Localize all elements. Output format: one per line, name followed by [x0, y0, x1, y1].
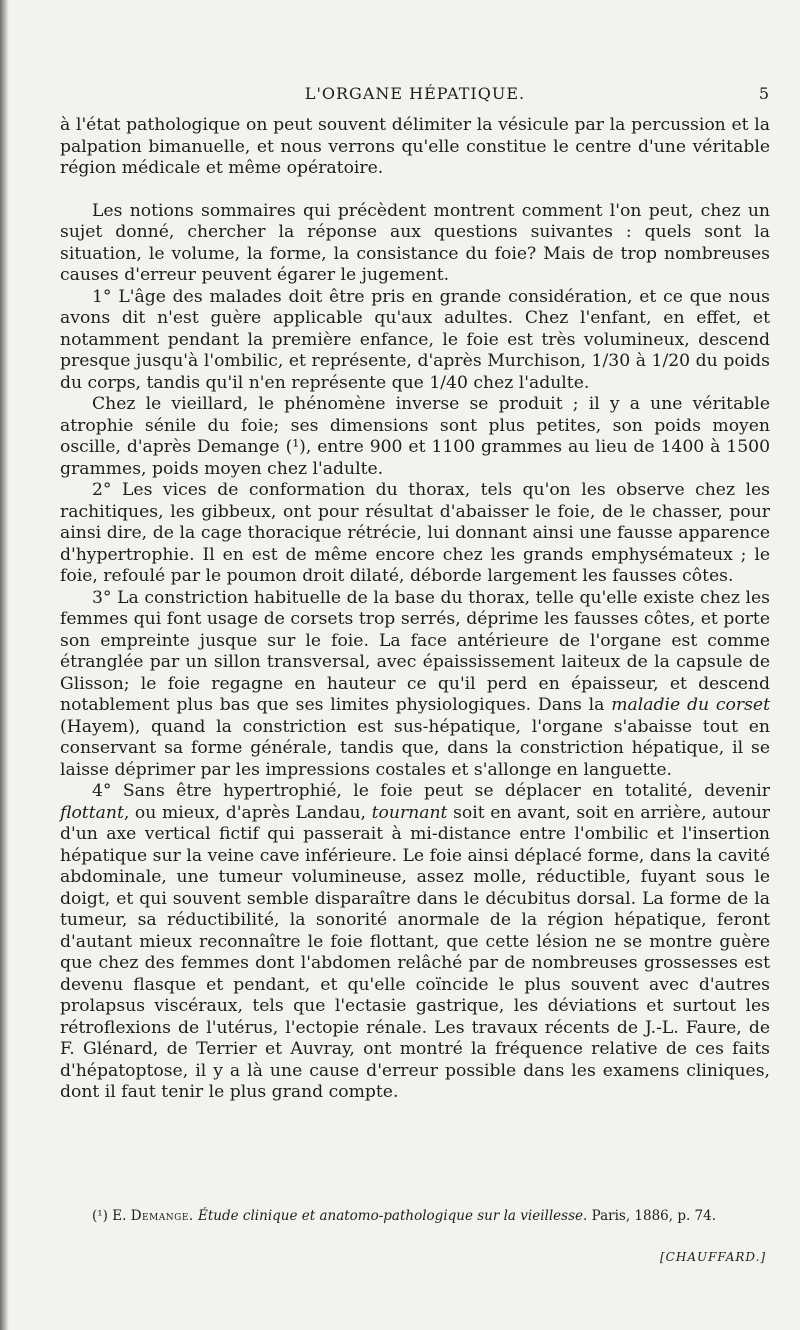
footnote-title: Étude clinique et anatomo-pathologique sur la vieillesse. [193, 1208, 588, 1224]
footnote [92, 1207, 772, 1225]
running-head [60, 84, 770, 106]
footnote-marker: (¹) E. [92, 1208, 131, 1224]
paragraph-continuation: à l'état pathologique on peut souvent délimiter la vésicule par la percussion et la palpation bimanuelle, et nous verrons qu'elle constitue le centre d'une véritable région médicale et même opératoire. [60, 115, 770, 178]
flottant-text-a: 4° Sans être hypertrophié, le foie peut se déplacer en totalité, devenir [92, 781, 770, 801]
signature-mark: [CHAUFFARD.] [660, 1250, 767, 1264]
paragraph-age: 1° L'âge des malades doit être pris en grande considération, et ce que nous avons dit n'est guère applicable qu'aux adultes. Chez l'enfant, en effet, et notamment pendant la première enfance, le foie est très volumineux, descend presque jusqu'à l'ombilic, et représente, d'après Murchison, 1/30 à 1/20 du poids du corps, tandis qu'il n'en représente que 1/40 chez l'adulte. [60, 286, 770, 393]
corset-text-b: (Hayem), quand la constriction est sus-hépatique, l'organe s'abaisse tout en conservant sa forme générale, tandis que, dans la constriction hépatique, il se laisse déprimer par les impressions costales et s'allonge en languette. [60, 716, 770, 780]
paragraph-foie-flottant [60, 781, 770, 1104]
footnote-author: Demange. [130, 1208, 194, 1224]
corset-text-a: 3° La constriction habituelle de la base du thorax, telle qu'elle existe chez les femmes qui font usage de corsets trop serrés, déprime les fausses côtes, et porte son empreinte jusque sur le foie. La face antérieure de l'organe est comme étranglée par un sillon transversal, avec épaississement laiteux de la capsule de Glisson; le foie regagne en hauteur ce qu'il perd en épaisseur, et descend notablement plus bas que ses limites physiologiques. Dans la [60, 587, 770, 715]
body-text [60, 115, 770, 1104]
page-binding-edge [0, 0, 9, 1330]
tournant-italic: tournant [371, 802, 448, 823]
corset-italic: maladie du corset [611, 695, 770, 715]
flottant-text-b: , ou mieux, d'après Landau, [123, 802, 372, 823]
paragraph-thorax: 2° Les vices de conformation du thorax, tels qu'on les observe chez les rachitiques, les gibbeux, ont pour résultat d'abaisser le foie, de le chasser, pour ainsi dire, de la cage thoracique rétrécie, lui donnant ainsi une fausse apparence d'hypertrophie. Il en est de même encore chez les grands emphysémateux ; le foie, refoulé par le poumon droit dilaté, déborde largement les fausses côtes. [60, 480, 770, 586]
paragraph-intro: Les notions sommaires qui précèdent montrent comment l'on peut, chez un sujet donné, chercher la réponse aux questions suivantes : quels sont la situation, le volume, la forme, la consistance du foie? Mais de trop nombreuses causes d'erreur peuvent égarer le jugement. [60, 200, 770, 285]
footnote-rest: Paris, 1886, p. 74. [587, 1208, 717, 1224]
flottant-italic: flottant [60, 802, 124, 823]
page-number: 5 [758, 84, 770, 103]
flottant-text-c: soit en avant, soit en arrière, autour d'un axe vertical fictif qui passerait à mi-distance entre l'ombilic et l'insertion hépatique sur la veine cave inférieure. Le foie ainsi déplacé forme, dans la cavité abdominale, une tumeur volumineuse, assez molle, réductible, fuyant sous le doigt, et qui souvent semble disparaître dans le décubitus dorsal. La forme de la tumeur, sa réductibilité, la sonorité anormale de la région hépatique, feront d'autant mieux reconnaître le foie flottant, que cette lésion ne se montre guère que chez des femmes dont l'abdomen relâché par de nombreuses grossesses est devenu flasque et pendant, et qu'elle coïncide le plus souvent avec d'autres prolapsus viscéraux, tels que l'ectasie gastrique, les déviations et surtout les rétroflexions de l'utérus, l'ectopie rénale. Les travaux récents de J.-L. Faure, de F. Glénard, de Terrier et Auvray, ont montré la fréquence relative de ces faits d'hépatoptose, il y a là une cause d'erreur possible dans les examens cliniques, dont il faut tenir le plus grand compte. [60, 802, 770, 1102]
running-head-title: L'ORGANE HÉPATIQUE. [304, 84, 526, 103]
paragraph-corset [60, 588, 770, 782]
paragraph-vieillard: Chez le vieillard, le phénomène inverse se produit ; il y a une véritable atrophie sénile du foie; ses dimensions sont plus petites, son poids moyen oscille, d'après Demange (¹), entre 900 et 1100 grammes au lieu de 1400 à 1500 grammes, poids moyen chez l'adulte. [60, 394, 770, 479]
